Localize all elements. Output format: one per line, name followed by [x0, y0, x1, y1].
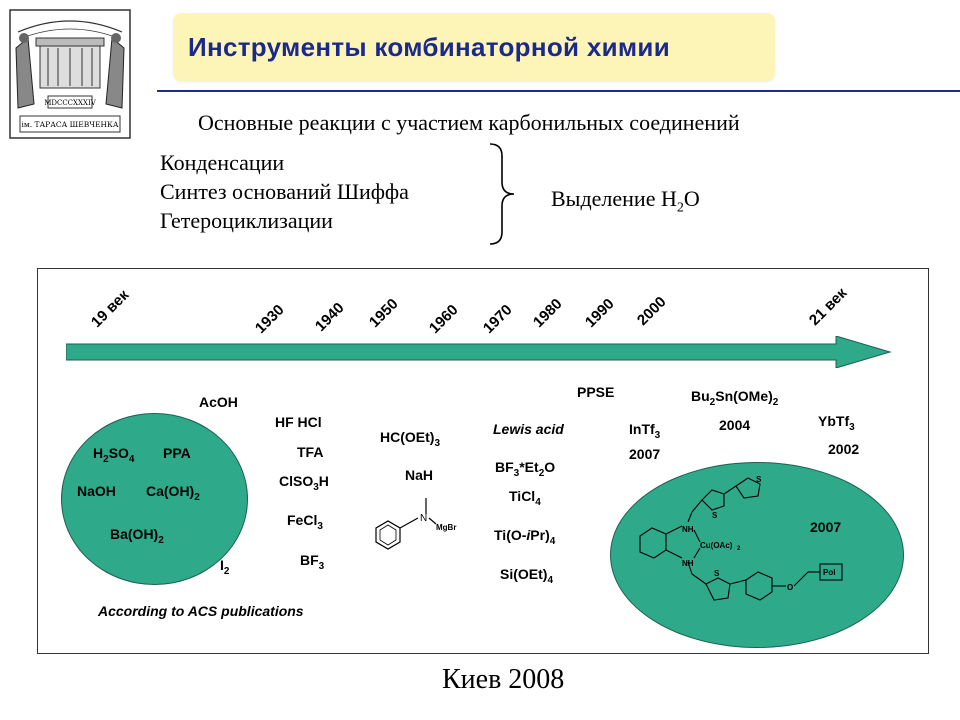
- year-catalyst: 2007: [810, 519, 842, 535]
- lewis-acid-heading: Lewis acid: [493, 421, 564, 437]
- reagent-ppse: PPSE: [577, 384, 615, 400]
- year-1930: 1930: [251, 301, 288, 337]
- year-1960: 1960: [425, 301, 462, 337]
- svg-text:S: S: [714, 569, 720, 578]
- grignard-reagent-structure: [366, 494, 476, 560]
- reagent-h2so4: $H_2SO_4$: [93, 445, 135, 465]
- water-release-text: Выделение $Н_2О$: [551, 186, 700, 216]
- subtitle: Основные реакции с участием карбонильных соединений: [198, 110, 740, 135]
- svg-text:ім. ТАРАСА ШЕВЧЕНКА: ім. ТАРАСА ШЕВЧЕНКА: [21, 120, 119, 129]
- reagent-tfa: TFA: [297, 444, 324, 460]
- year-bu2sn: 2004: [719, 417, 751, 433]
- year-ybtf3: 2002: [828, 441, 860, 457]
- svg-text:N: N: [420, 513, 428, 524]
- year-1940: 1940: [311, 299, 348, 335]
- source-note: According to ACS publications: [98, 603, 304, 619]
- svg-text:Pol: Pol: [823, 568, 836, 577]
- reagent-nah: NaH: [405, 467, 434, 483]
- svg-text:MgBr: MgBr: [436, 523, 457, 532]
- svg-text:NH: NH: [682, 525, 694, 534]
- year-2000: 2000: [633, 293, 670, 329]
- svg-text:2: 2: [737, 546, 741, 552]
- reagent-naoh: NaOH: [77, 483, 116, 499]
- university-crest-logo: [8, 8, 132, 140]
- svg-text:Cu(OAc): Cu(OAc): [700, 541, 733, 550]
- reagent-fecl3: FeCl$_3$: [287, 512, 323, 532]
- svg-text:MDCCCXXXIV: MDCCCXXXIV: [44, 99, 96, 107]
- supported-copper-catalyst-structure: [632, 472, 884, 622]
- condition-heterocyclization: Гетероциклизации: [160, 208, 333, 233]
- condition-condensation: Конденсации: [160, 150, 285, 175]
- reagent-bf3: $BF_3$: [300, 552, 325, 572]
- year-1990: 1990: [581, 295, 618, 331]
- reagent-bu2sn: $Bu_2Sn(OMe)_2$: [691, 388, 779, 408]
- year-1980: 1980: [529, 295, 566, 331]
- reagent-hf-hcl: HF HCl: [275, 414, 322, 430]
- condition-schiff-base: Синтез оснований Шиффа: [160, 179, 409, 204]
- reagent-clso3h: ClSO$_3$H: [279, 473, 329, 493]
- reagent-ppa: PPA: [163, 445, 191, 461]
- reagent-ticl4: TiCl$_4$: [509, 488, 541, 508]
- svg-text:O: O: [787, 583, 794, 592]
- reagent-ti-oipr: $Ti(O-iPr)_4$: [494, 527, 556, 547]
- reagent-acoh: AcOH: [199, 394, 238, 410]
- curly-brace: [488, 142, 518, 246]
- reagent-intf3: InTf$_3$: [629, 421, 661, 441]
- title-divider: [157, 90, 960, 92]
- timeline-arrow: [66, 336, 892, 368]
- svg-text:S: S: [756, 475, 762, 484]
- reagent-ybtf3: YbTf$_3$: [818, 413, 855, 433]
- label-19-century: 19 век: [87, 286, 133, 331]
- footer-city-year: Киев 2008: [442, 664, 565, 695]
- year-1950: 1950: [365, 295, 402, 331]
- reagent-baoh2: $Ba(OH)_2$: [110, 526, 164, 546]
- reagent-hcoet3: $HC(OEt)_3$: [380, 429, 440, 449]
- reagent-caoh2: $Ca(OH)_2$: [146, 483, 200, 503]
- reagent-bf3-et2o: $BF_3*Et_2O$: [495, 459, 556, 479]
- svg-text:NH: NH: [682, 559, 694, 568]
- svg-text:S: S: [712, 511, 718, 520]
- year-1970: 1970: [479, 301, 516, 337]
- reagent-i2: $I_2$: [220, 557, 230, 577]
- year-intf3: 2007: [629, 446, 661, 462]
- page-title: Инструменты комбинаторной химии: [188, 32, 670, 62]
- label-21-century: 21 век: [805, 284, 851, 329]
- reagent-si-oet: $Si(OEt)_4$: [500, 566, 554, 586]
